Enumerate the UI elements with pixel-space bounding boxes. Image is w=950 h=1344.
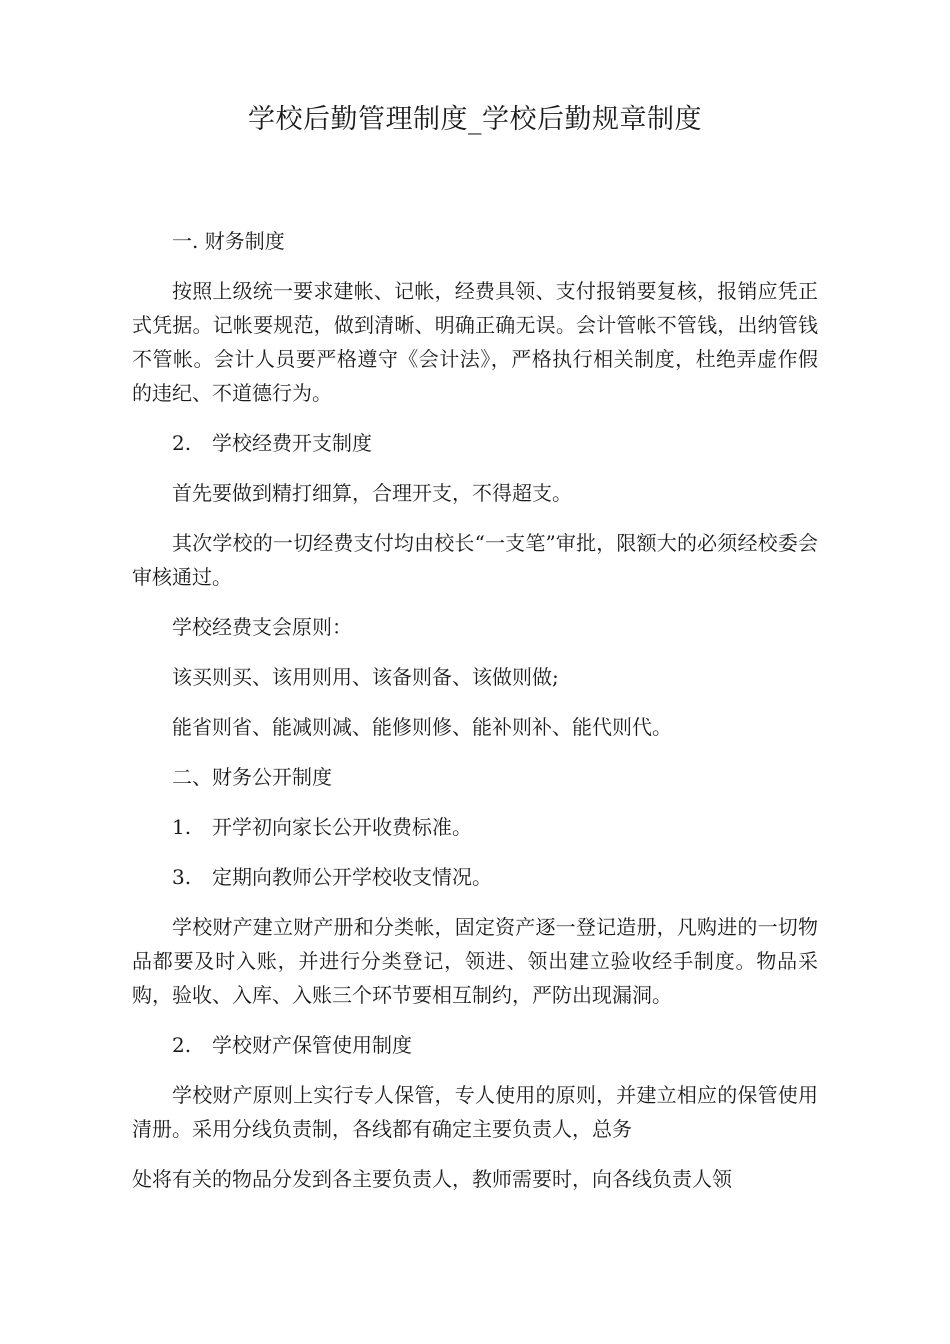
paragraph-principle-save: 能省则省、能减则减、能修则修、能补则补、能代则代。	[172, 715, 672, 739]
paragraph-custody-rules: 学校财产原则上实行专人保管，专人使用的原则，并建立相应的保管使用清册。采用分线负责制，各线都有确定主要负责人，总务	[132, 1083, 818, 1141]
document-title: 学校后勤管理制度_学校后勤规章制度	[248, 104, 702, 135]
list-item-expense-disclosure: 3. 定期向教师公开学校收支情况。	[172, 865, 492, 889]
section-heading-disclosure: 二、财务公开制度	[172, 765, 332, 789]
list-item-expense-system: 2. 学校经费开支制度	[172, 431, 372, 455]
paragraph-budget: 首先要做到精打细算，合理开支，不得超支。	[172, 481, 572, 505]
list-item-fee-disclosure: 1. 开学初向家长公开收费标准。	[172, 815, 472, 839]
section-heading-finance: 一. 财务制度	[172, 229, 285, 253]
document-body	[132, 224, 818, 1212]
paragraph-distribution: 处将有关的物品分发到各主要负责人，教师需要时，向各线负责人领	[132, 1167, 732, 1191]
paragraph-approval: 其次学校的一切经费支付均由校长“一支笔”审批，限额大的必须经校委会审核通过。	[132, 531, 818, 589]
paragraph-accounting-rules: 按照上级统一要求建帐、记帐，经费具领、支付报销要复核，报销应凭正式凭据。记帐要规范，做到清晰、明确正确无误。会计管帐不管钱，出纳管钱不管帐。会计人员要严格遵守《会计法》，严格执行相关制度，杜绝弄虚作假的违纪、不道德行为。	[132, 279, 818, 405]
list-item-asset-custody: 2. 学校财产保管使用制度	[172, 1033, 412, 1057]
paragraph-asset-registry: 学校财产建立财产册和分类帐，固定资产逐一登记造册，凡购进的一切物品都要及时入账，并进行分类登记，领进、领出建立验收经手制度。物品采购，验收、入库、入账三个环节要相互制约，严防出现漏洞。	[132, 915, 818, 1007]
paragraph-principle-buy: 该买则买、该用则用、该备则备、该做则做;	[172, 665, 559, 689]
paragraph-principles-heading: 学校经费支会原则：	[172, 615, 352, 639]
